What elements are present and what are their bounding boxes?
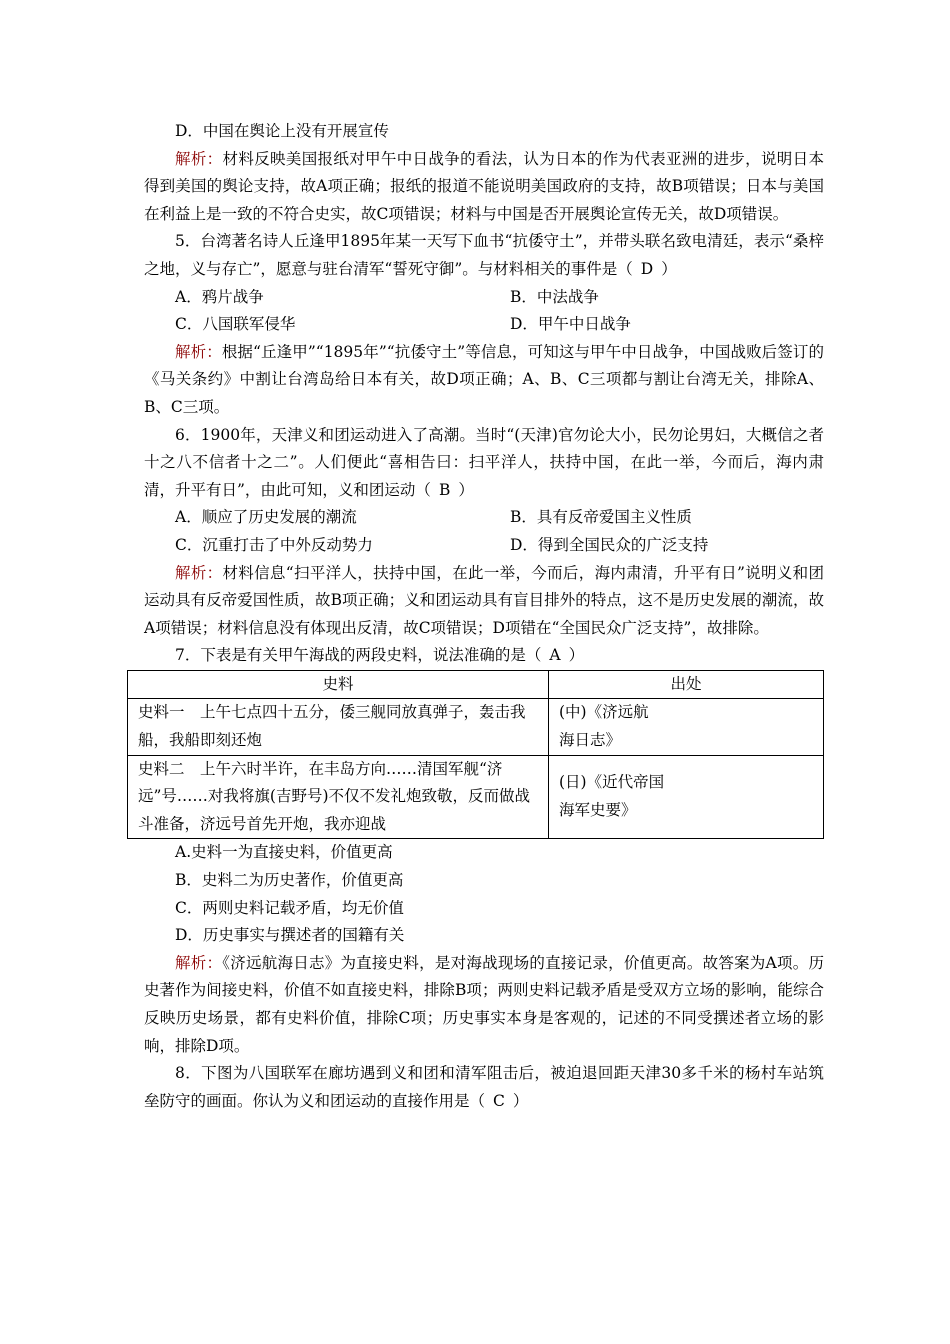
table-cell-source-2: 史料二 上午六时半许，在丰岛方向……清国军舰“济远”号……对我将旗(吉野号)不仅不发礼炮致敬，反而做战斗准备，济远号首先开炮，我亦迎战 <box>128 755 549 839</box>
q5-option-b: B．中法战争 <box>510 287 599 306</box>
q5-options-row-1 <box>144 284 824 312</box>
q7-stem: 7．下表是有关甲午海战的两段史料，说法准确的是（ A ） <box>175 646 585 665</box>
analysis-label: 解析： <box>175 342 222 361</box>
q6-options-row-2 <box>144 532 824 560</box>
q5-stem: 5．台湾著名诗人丘逢甲1895年某一天写下血书“抗倭守土”，并带头联名致电清廷，表示“桑梓之地，义与存亡”，愿意与驻台清军“誓死守御”。与材料相关的事件是（ D ） <box>144 232 824 278</box>
q5-option-a: A．鸦片战争 <box>175 287 264 306</box>
q6-option-c: C．沉重打击了中外反动势力 <box>175 535 373 554</box>
analysis-label: 解析： <box>175 953 223 972</box>
analysis-label: 解析： <box>175 149 223 168</box>
q7-answer: A <box>549 646 561 665</box>
q6-analysis: 解析：材料信息“扫平洋人，扶持中国，在此一举，今而后，海内肃清，升平有日”说明义和团运动具有反帝爱国性质，故B项正确；义和团运动具有盲目排外的特点，这不是历史发展的潮流，故A项错误；材料信息没有体现出反清，故C项错误；D项错在“全国民众广泛支持”，故排除。 <box>144 563 824 637</box>
q5-analysis: 解析：根据“丘逢甲”“1895年”“抗倭守土”等信息，可知这与甲午中日战争，中国战败后签订的《马关条约》中割让台湾岛给日本有关，故D项正确；A、B、C三项都与割让台湾无关，排除A、B、C三项。 <box>144 342 824 416</box>
q7-option-c: C．两则史料记载矛盾，均无价值 <box>175 898 404 917</box>
table-row <box>128 699 824 755</box>
table-header-origin: 出处 <box>549 670 824 699</box>
analysis-label: 解析： <box>175 563 223 582</box>
table-header-row <box>128 670 824 699</box>
table-cell-source-1: 史料一 上午七点四十五分，倭三舰同放真弹子，轰击我船，我船即刻还炮 <box>128 699 549 755</box>
q6-option-b: B．具有反帝爱国主义性质 <box>510 508 692 527</box>
q4-analysis: 解析：材料反映美国报纸对甲午中日战争的看法，认为日本的作为代表亚洲的进步，说明日本得到美国的舆论支持，故A项正确；报纸的报道不能说明美国政府的支持，故B项错误；日本与美国在利益上是一致的不符合史实，故C项错误；材料与中国是否开展舆论宣传无关，故D项错误。 <box>144 149 824 223</box>
question-content <box>138 118 824 1115</box>
table-cell-origin-1: (中)《济远航 海日志》 <box>549 699 824 755</box>
q7-source-table <box>127 670 824 840</box>
q5-option-d: D．甲午中日战争 <box>510 315 631 334</box>
q6-option-a: A．顺应了历史发展的潮流 <box>175 508 357 527</box>
q5-option-c: C．八国联军侵华 <box>175 315 296 334</box>
q6-options-row-1 <box>144 504 824 532</box>
q7-option-d: D．历史事实与撰述者的国籍有关 <box>175 926 405 945</box>
table-header-source: 史料 <box>128 670 549 699</box>
table-cell-origin-2: (日)《近代帝国 海军史要》 <box>549 755 824 839</box>
q6-answer: B <box>438 480 451 499</box>
q5-options-row-2 <box>144 311 824 339</box>
q8-stem: 8．下图为八国联军在廊坊遇到义和团和清军阻击后，被迫退回距天津30多千米的杨村车站筑垒防守的画面。你认为义和团运动的直接作用是（ C ） <box>144 1064 824 1110</box>
q7-option-b: B．史料二为历史著作，价值更高 <box>175 871 404 890</box>
q5-answer: D <box>640 259 654 278</box>
table-row <box>128 755 824 839</box>
q8-answer: C <box>493 1091 505 1110</box>
q4-option-d: D．中国在舆论上没有开展宣传 <box>175 122 389 140</box>
q7-analysis: 解析：《济远航海日志》为直接史料，是对海战现场的直接记录，价值更高。故答案为A项。历史著作为间接史料，价值不如直接史料，排除B项；两则史料记载矛盾是受双方立场的影响，能综合反映历史场景，都有史料价值，排除C项；历史事实本身是客观的，记述的不同受撰述者立场的影响，排除D项。 <box>144 953 824 1055</box>
q6-stem: 6．1900年，天津义和团运动进入了高潮。当时“(天津)官勿论大小，民勿论男妇，大概信之者十之八不信者十之二”。人们便此“喜相告曰：扫平洋人，扶持中国，在此一举，今而后，海内肃清，升平有日”，由此可知，义和团运动（ B ） <box>144 425 824 499</box>
q6-option-d: D．得到全国民众的广泛支持 <box>510 535 709 554</box>
q7-option-a: A.史料一为直接史料，价值更高 <box>175 843 393 862</box>
